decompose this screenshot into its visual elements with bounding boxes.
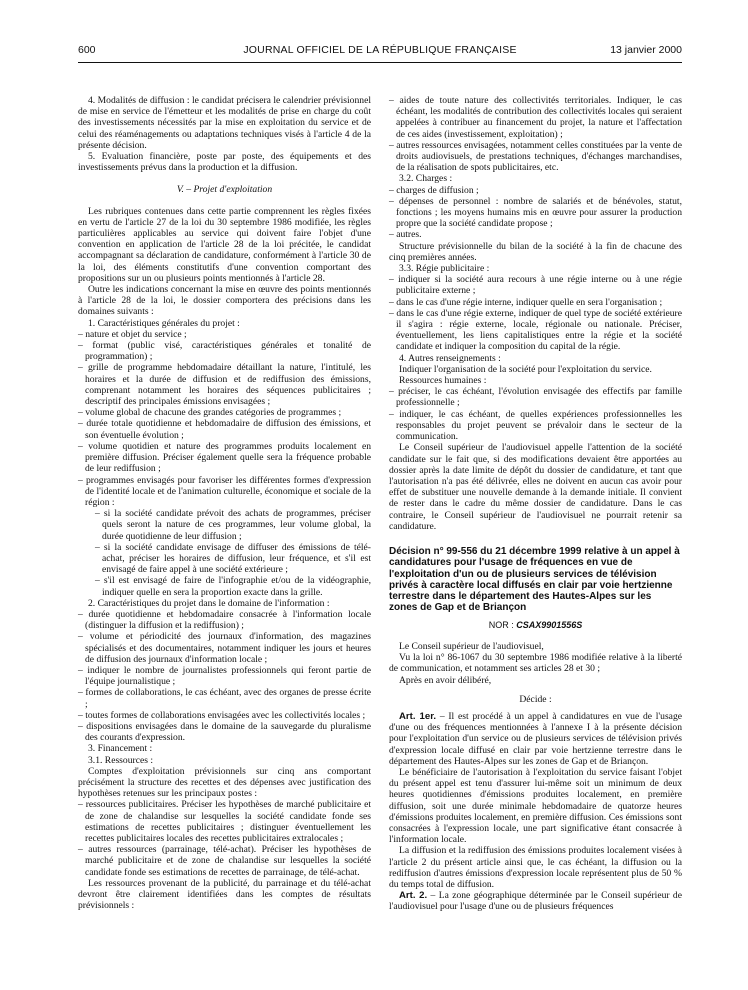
sub-list-item: – si la société candidate prévoit des achats de programmes, préciser quels seront la nature de ces programmes, leur volume global, la durée quotidienne de leur diffusion ;	[95, 508, 371, 542]
section-heading: V. – Projet d'exploitation	[176, 184, 273, 196]
decision-title: Décision n° 99-556 du 21 décembre 1999 relative à un appel à candidatures pour l'usage de fréquences en vue de l'exploitation d'un ou de plusieurs services de télévision privés à caractère local diffusés en clair par voie hertzienne terrestre dans le département des Hautes-Alpes sur les zones de Gap et de Briançon	[389, 545, 680, 614]
list-item: – nature et objet du service ;	[78, 328, 187, 340]
list-item: – indiquer si la société aura recours à une régie interne ou à une régie publicitaire externe ;	[389, 274, 682, 297]
sub-list-item: – s'il est envisagé de faire de l'infographie et/ou de la vidéographie, indiquer quelle en sera la proportion exacte dans la grille.	[95, 575, 371, 598]
list-item: – charges de diffusion ;	[389, 184, 479, 196]
list-item: – dans le cas d'une régie externe, indiquer de quel type de société extérieure il s'agira : régie externe, locale, régionale ou nationale. Préciser, éventuellement, les liens capitalistiques entre la régie et la société candidate et indiquer la composition du capital de la régie.	[389, 307, 682, 353]
decide-heading: Décide :	[519, 693, 552, 705]
list-item: – indiquer, le cas échéant, de quelles expériences professionnelles les responsables du projet peuvent se prévaloir dans le secteur de la communication.	[389, 408, 682, 443]
paragraph: La diffusion et la rediffusion des émissions produites localement visées à l'article 2 du présent article ainsi que, le cas échéant, la diffusion ou la rediffusion d'autres émissions d'expression locale représentent plus de 50 % du temps total de diffusion.	[389, 845, 682, 890]
paragraph: Indiquer l'organisation de la société pour l'exploitation du service.	[399, 363, 652, 375]
article-2: Art. 2. – La zone géographique déterminée par le Conseil supérieur de l'audiovisuel pour l'usage d'une ou de plusieurs fréquences	[389, 890, 682, 913]
nor-reference: NOR : CSAX9901556S	[488, 619, 583, 630]
list-item: – autres.	[389, 229, 422, 241]
journal-title: JOURNAL OFFICIEL DE LA RÉPUBLIQUE FRANÇAISE	[243, 44, 517, 56]
list-item: – grille de programme hebdomadaire détaillant la nature, l'intitulé, les horaires et la durée de diffusion et de rediffusion des émissions, comprenant notamment les horaires des séquences publicitaires ; descriptif des principales émissions envisagées ;	[78, 362, 371, 408]
list-item: – autres ressources envisagées, notamment celles constituées par la vente de droits audiovisuels, de prestations techniques, d'échanges marchandises, de la réalisation de spots publicitaires, etc.	[389, 139, 682, 174]
paragraph: Les rubriques contenues dans cette partie comprennent les règles fixées en vertu de l'article 27 de la loi du 30 septembre 1986 modifiée, les règles particulières applicables au service qui doivent faire l'objet d'une convention en application de l'article 28 de la loi précitée, le candidat accompagnant sa déclaration de candidature, conformément à l'article 30 de la loi, des éléments constitutifs d'une convention comportant des propositions sur un ou plusieurs points mentionnés à l'article 28.	[78, 205, 371, 284]
subheading: 4. Autres renseignements :	[399, 352, 501, 364]
list-item: – programmes envisagés pour favoriser les différentes formes d'expression de l'identité locale et de l'animation culturelle, économique et sociale de la région :	[78, 474, 371, 508]
list-item: – ressources publicitaires. Préciser les hypothèses de marché publicitaire et de zone de chalandise sur lesquelles la société candidate fonde ses estimations de recettes publicitaires ; distinguer éventuellement les recettes publicitaires locales des recettes publicitaires extralocales ;	[78, 799, 371, 844]
subheading: 3.3. Régie publicitaire :	[399, 263, 490, 275]
page-number: 600	[78, 44, 96, 56]
subheading: 1. Caractéristiques générales du projet :	[88, 317, 240, 329]
list-item: – volume et périodicité des journaux d'information, des magazines spécialisés et des documentaires, notamment indiquer les jours et heures de diffusion des journaux d'information locale ;	[78, 631, 371, 665]
list-item: – durée quotidienne et hebdomadaire consacrée à l'information locale (distinguer la diffusion et la rediffusion) ;	[78, 608, 371, 632]
paragraph: Après en avoir délibéré,	[399, 674, 492, 686]
list-item: – format (public visé, caractéristiques générales et tonalité de programmation) ;	[78, 340, 371, 363]
list-item: – volume quotidien et nature des programmes produits localement en première diffusion. Préciser également quelle sera la fréquence probable de leur rediffusion ;	[78, 440, 371, 475]
list-item: – formes de collaborations, le cas échéant, avec des organes de presse écrite ;	[78, 687, 371, 710]
article-1: Art. 1er. – Il est procédé à un appel à candidatures en vue de l'usage d'une ou des fréquences mentionnées à l'annexe I à la présente décision pour l'exploitation d'un service ou de plusieurs services de télévision privés d'expression locale diffusé en clair par voie hertzienne terrestre dans le département des Hautes-Alpes sur les zones de Gap et de Briançon.	[389, 710, 682, 767]
paragraph: 4. Modalités de diffusion : le candidat précisera le calendrier prévisionnel de mise en service de l'émetteur et les modalités de prise en charge du coût des investissements nécessités par la mise en exploitation du service et de celui des réaménagements ou adaptations techniques visés à l'article 4 de la présente décision.	[78, 95, 371, 151]
subheading: 3.1. Ressources :	[88, 754, 154, 766]
list-item: – aides de toute nature des collectivités territoriales. Indiquer, le cas échéant, les modalités de contribution des collectivités locales qui seraient appelées à contribuer au financement du projet, la nature et l'affectation de ces aides (investissement, exploitation) ;	[389, 95, 682, 140]
paragraph: Vu la loi n° 86-1067 du 30 septembre 1986 modifiée relative à la liberté de communication, et notamment ses articles 28 et 30 ;	[389, 652, 682, 675]
list-item: – dépenses de personnel : nombre de salariés et de bénévoles, statut, fonctions ; les moyens humains mis en œuvre pour assurer la production propre que la société candidate propose ;	[389, 195, 682, 230]
paragraph: 5. Evaluation financière, poste par poste, des équipements et des investissements prévus dans la production et la diffusion.	[78, 151, 371, 174]
right-column	[389, 95, 682, 913]
paragraph: Outre les indications concernant la mise en œuvre des points mentionnés à l'article 28 de la loi, le dossier comportera des précisions dans les domaines suivants :	[78, 284, 371, 318]
subheading: 2. Caractéristiques du projet dans le domaine de l'information :	[88, 597, 330, 609]
list-item: – préciser, le cas échéant, l'évolution envisagée des effectifs par famille professionnelle ;	[389, 386, 682, 409]
left-column	[78, 95, 371, 911]
paragraph: Les ressources provenant de la publicité, du parrainage et du télé-achat devront être clairement identifiées dans les comptes de résultats prévisionnels :	[78, 877, 371, 912]
subheading: Ressources humaines :	[399, 375, 487, 387]
header-rule	[78, 62, 682, 63]
subheading: 3. Financement :	[88, 743, 153, 755]
list-item: – durée totale quotidienne et hebdomadaire de diffusion des émissions, et son éventuelle évolution ;	[78, 418, 371, 441]
subheading: 3.2. Charges :	[399, 173, 453, 185]
paragraph: Structure prévisionnelle du bilan de la société à la fin de chacune des cinq premières années.	[389, 240, 682, 263]
list-item: – autres ressources (parrainage, télé-achat). Préciser les hypothèses de marché publicitaire et de zone de chalandise sur lesquelles la société candidate fonde ses estimations de recettes de parrainage, de télé-achat.	[78, 844, 371, 878]
paragraph: Le bénéficiaire de l'autorisation à l'exploitation du service faisant l'objet du présent appel est tenu d'assurer lui-même soit un minimum de deux heures quotidiennes d'émissions produites localement, en première diffusion, soit une durée minimale hebdomadaire de quatorze heures d'émissions produites localement, en première diffusion. Ces émissions sont consacrées à l'expression locale, une part significative étant consacrée à l'information locale.	[389, 766, 682, 846]
sub-list-item: – si la société candidate envisage de diffuser des émissions de télé-achat, préciser les horaires de diffusion, leur fréquence, et s'il est envisagé de faire appel à une société extérieure ;	[95, 541, 371, 576]
list-item: – dispositions envisagées dans le domaine de la sauvegarde du pluralisme des courants d'expression.	[78, 720, 371, 744]
paragraph: Le Conseil supérieur de l'audiovisuel appelle l'attention de la société candidate sur le fait que, si des modifications devaient être apportées au dossier après la date limite de dépôt du dossier de candidature, et tant que l'autorisation n'a pas été délivrée, elles ne doivent en aucun cas avoir pour effet de substituer une nouvelle demande à la demande initiale. Il convient de rester dans le cadre du même dossier de candidature. Dans le cas contraire, le Conseil supérieur de l'audiovisuel ne pourrait retenir sa candidature.	[389, 442, 682, 532]
list-item: – volume global de chacune des grandes catégories de programmes ;	[78, 407, 342, 419]
paragraph: Le Conseil supérieur de l'audiovisuel,	[399, 640, 544, 652]
list-item: – toutes formes de collaborations envisagées avec les collectivités locales ;	[78, 709, 366, 721]
list-item: – dans le cas d'une régie interne, indiquer quelle en sera l'organisation ;	[389, 296, 663, 308]
list-item: – indiquer le nombre de journalistes professionnels qui feront partie de l'équipe journalistique ;	[78, 664, 371, 688]
issue-date: 13 janvier 2000	[610, 44, 682, 56]
page-header	[78, 44, 682, 60]
paragraph: Comptes d'exploitation prévisionnels sur cinq ans comportant précisément la structure des recettes et des dépenses avec justification des hypothèses retenues sur les principaux postes :	[78, 765, 371, 800]
